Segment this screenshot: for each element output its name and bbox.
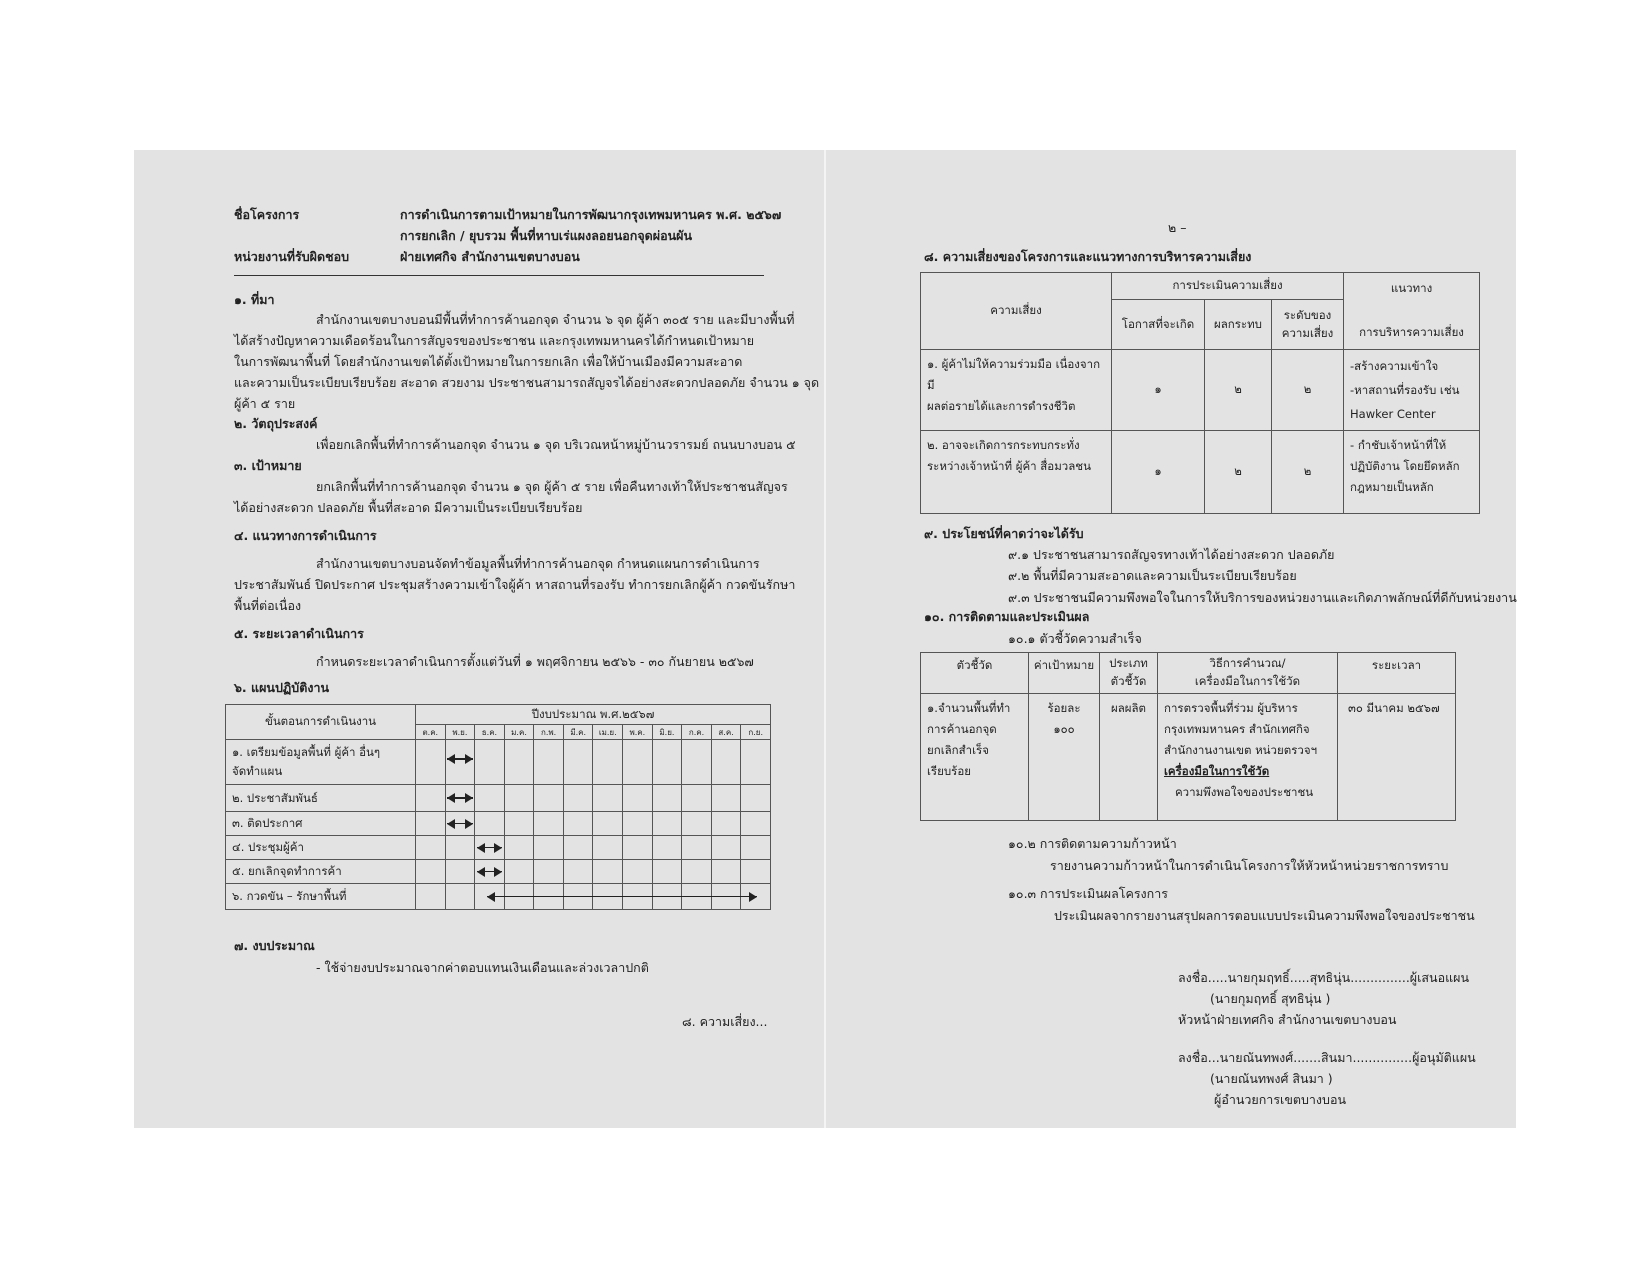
section-2-line: เพื่อยกเลิกพื้นที่ทำการค้านอกจุด จำนวน ๑ จุด บริเวณหน้าหมู่บ้านวรารมย์ ถนนบางบอน ๕ — [316, 437, 796, 452]
approver-signature: ลงชื่อ...นายณันทพงศ์.......สินมา...............ผู้อนุมัติแผน — [1178, 1050, 1476, 1065]
section-3-line: ยกเลิกพื้นที่ทำการค้านอกจุด จำนวน ๑ จุด ผู้ค้า ๕ ราย เพื่อคืนทางเท้าให้ประชาชนสัญจร — [316, 479, 788, 494]
month-header: ต.ค. — [416, 725, 446, 740]
plan-step-label: ๒. ประชาสัมพันธ์ — [232, 790, 318, 805]
section-6-title: ๖. แผนปฏิบัติงาน — [234, 680, 330, 695]
plan-step-label: ๑. เตรียมข้อมูลพื้นที่ ผู้ค้า อื่นๆ — [232, 745, 381, 759]
plan-step-row — [226, 812, 771, 836]
kpi-type-header-line1: ประเภท — [1109, 656, 1148, 670]
section-3-title: ๓. เป้าหมาย — [234, 458, 302, 473]
section-4-title: ๔. แนวทางการดำเนินการ — [234, 528, 377, 543]
section-5-title: ๕. ระยะเวลาดำเนินการ — [234, 626, 364, 641]
plan-step-label: ๖. กวดขัน – รักษาพื้นที่ — [232, 889, 347, 903]
risk-row — [921, 431, 1480, 514]
month-cell — [563, 785, 593, 812]
arrow-head-left — [487, 892, 495, 902]
risk-impact-value: ๒ — [1205, 431, 1272, 514]
kpi-period-cell — [1338, 694, 1456, 821]
plan-step-cell — [226, 836, 416, 860]
kpi-method-header — [1158, 653, 1338, 694]
risk-impact-value: ๒ — [1205, 350, 1272, 431]
section-10-3-line: ประเมินผลจากรายงานสรุปผลการตอบแบบประเมินความพึงพอใจของประชาชน — [1054, 908, 1475, 923]
risk-guide-text: ปฏิบัติงาน โดยยึดหลัก — [1350, 459, 1460, 473]
risk-text: ระหว่างเจ้าหน้าที่ ผู้ค้า สื่อมวลชน — [927, 459, 1091, 473]
plan-step-label: จัดทำแผน — [232, 764, 283, 778]
kpi-table — [920, 652, 1456, 821]
proposer-name: (นายกุมฤทธิ์ สุทธินุ่น ) — [1210, 991, 1331, 1006]
risk-level-value: ๒ — [1272, 350, 1344, 431]
risk-text: ๒. อาจจะเกิดการกระทบกระทั่ง — [927, 438, 1080, 452]
month-header: ม.ค. — [504, 725, 534, 740]
month-cell — [504, 860, 534, 884]
month-cell — [416, 836, 446, 860]
arrow-head-left — [447, 793, 455, 803]
risk-guide-header — [1344, 273, 1480, 350]
kpi-type-header-line2: ตัวชี้วัด — [1110, 674, 1147, 688]
month-cell — [416, 884, 446, 910]
month-cell — [741, 740, 771, 785]
arrow-head-right — [465, 754, 473, 764]
risk-level-header — [1272, 300, 1344, 350]
risk-cell — [921, 350, 1112, 431]
plan-step-cell — [226, 884, 416, 910]
action-plan-table — [225, 704, 771, 910]
kpi-method-cell — [1158, 694, 1338, 821]
arrow-head-left — [477, 867, 485, 877]
risk-text: ๑. ผู้ค้าไม่ให้ความร่วมมือ เนื่องจากมี — [927, 357, 1101, 392]
section-7-line: - ใช้จ่ายงบประมาณจากค่าตอบแทนเงินเดือนและล่วงเวลาปกติ — [316, 960, 649, 975]
kpi-target-text: ๑๐๐ — [1053, 722, 1075, 736]
month-cell — [416, 740, 446, 785]
section-1-line: ในการพัฒนาพื้นที่ โดยสำนักงานเขตได้ตั้งเป้าหมายในการยกเลิก เพื่อให้บ้านเมืองมีความสะอาด — [234, 354, 743, 369]
month-cell — [682, 860, 712, 884]
month-cell — [563, 740, 593, 785]
month-cell — [445, 884, 475, 910]
continuation-note: ๘. ความเสี่ยง... — [682, 1014, 768, 1029]
section-9-title: ๙. ประโยชน์ที่คาดว่าจะได้รับ — [924, 526, 1084, 541]
arrow-head-right — [465, 819, 473, 829]
section-1-line: สำนักงานเขตบางบอนมีพื้นที่ทำการค้านอกจุด จำนวน ๖ จุด ผู้ค้า ๓๐๕ ราย และมีบางพื้นที่ — [316, 312, 795, 327]
month-cell — [593, 860, 623, 884]
timeline-arrow — [447, 753, 473, 765]
section-1-line: ผู้ค้า ๕ ราย — [234, 396, 296, 411]
kpi-indicator-text: เรียบร้อย — [927, 764, 971, 778]
risk-guide-text: กฎหมายเป็นหลัก — [1350, 480, 1434, 494]
risk-guide-cell — [1344, 431, 1480, 514]
project-label: ชื่อโครงการ — [234, 207, 300, 222]
plan-step-row — [226, 740, 771, 785]
risk-row — [921, 350, 1480, 431]
section-7-title: ๗. งบประมาณ — [234, 938, 315, 953]
month-cell — [711, 740, 741, 785]
month-cell — [652, 836, 682, 860]
month-cell — [475, 812, 505, 836]
month-header: ธ.ค. — [475, 725, 505, 740]
plan-step-row — [226, 785, 771, 812]
month-cell — [504, 740, 534, 785]
month-header: ก.ย. — [741, 725, 771, 740]
kpi-indicator-cell — [921, 694, 1029, 821]
risk-guide-header-line2: การบริหารความเสี่ยง — [1359, 325, 1464, 339]
month-header: มิ.ย. — [652, 725, 682, 740]
plan-year-header: ปีงบประมาณ พ.ศ.๒๕๖๗ — [416, 705, 771, 725]
month-header: เม.ย. — [593, 725, 623, 740]
kpi-target-cell — [1029, 694, 1100, 821]
month-cell — [534, 785, 564, 812]
month-cell — [593, 785, 623, 812]
timeline-arrow — [477, 842, 503, 854]
kpi-type-cell — [1100, 694, 1158, 821]
risk-chance-value: ๑ — [1112, 350, 1205, 431]
risk-guide-header-line1: แนวทาง — [1390, 281, 1433, 295]
section-10-title: ๑๐. การติดตามและประเมินผล — [924, 609, 1090, 624]
kpi-method-header-line1: วิธีการคำนวณ/ — [1209, 656, 1286, 670]
section-1-line: ได้สร้างปัญหาความเดือดร้อนในการสัญจรของประชาชน และกรุงเทพมหานครได้กำหนดเป้าหมาย — [234, 333, 755, 348]
month-cell — [623, 785, 653, 812]
month-cell — [741, 785, 771, 812]
month-cell — [652, 860, 682, 884]
approver-position: ผู้อำนวยการเขตบางบอน — [1214, 1092, 1347, 1107]
section-4-line: พื้นที่ต่อเนื่อง — [234, 598, 302, 613]
proposer-position: หัวหน้าฝ่ายเทศกิจ สำนักงานเขตบางบอน — [1178, 1012, 1397, 1027]
kpi-row — [921, 694, 1456, 821]
month-cell — [741, 812, 771, 836]
month-cell — [534, 860, 564, 884]
arrow-head-left — [447, 754, 455, 764]
month-cell — [475, 740, 505, 785]
benefit-item: ๙.๒ พื้นที่มีความสะอาดและความเป็นระเบียบเรียบร้อย — [1008, 568, 1297, 583]
section-10-3-title: ๑๐.๓ การประเมินผลโครงการ — [1008, 886, 1168, 901]
month-cell — [741, 836, 771, 860]
arrow-head-left — [477, 843, 485, 853]
risk-level-value: ๒ — [1272, 431, 1344, 514]
kpi-type-text: ผลผลิต — [1110, 701, 1147, 715]
timeline-arrow — [447, 818, 473, 830]
month-header: มี.ค. — [563, 725, 593, 740]
kpi-method-text: กรุงเทพมหานคร สำนักเทศกิจ — [1164, 722, 1310, 736]
risk-assess-header: การประเมินความเสี่ยง — [1112, 273, 1344, 300]
header-rule — [234, 275, 764, 276]
month-cell — [711, 812, 741, 836]
month-cell — [682, 836, 712, 860]
plan-step-label: ๕. ยกเลิกจุดทำการค้า — [232, 864, 342, 878]
kpi-method-text: สำนักงานงานเขต หน่วยตรวจฯ — [1164, 743, 1318, 757]
kpi-period-header: ระยะเวลา — [1338, 653, 1456, 694]
month-cell — [623, 860, 653, 884]
kpi-indicator-text: ยกเลิกสำเร็จ — [927, 743, 989, 757]
section-5-line: กำหนดระยะเวลาดำเนินการตั้งแต่วันที่ ๑ พฤศจิกายน ๒๕๖๖ - ๓๐ กันยายน ๒๕๖๗ — [316, 654, 754, 669]
month-cell — [534, 812, 564, 836]
month-cell — [652, 812, 682, 836]
month-cell — [682, 812, 712, 836]
month-cell — [711, 785, 741, 812]
timeline-arrow — [447, 792, 473, 804]
plan-step-cell — [226, 812, 416, 836]
month-cell — [416, 860, 446, 884]
arrow-head-right — [465, 793, 473, 803]
month-cell — [445, 836, 475, 860]
month-cell — [593, 740, 623, 785]
month-cell — [504, 812, 534, 836]
risk-level-header-line1: ระดับของ — [1283, 307, 1332, 322]
agency-label: หน่วยงานที่รับผิดชอบ — [234, 249, 350, 264]
project-title-line1: การดำเนินการตามเป้าหมายในการพัฒนากรุงเทพมหานคร พ.ศ. ๒๕๖๗ — [400, 207, 782, 222]
month-cell — [682, 785, 712, 812]
section-10-1-title: ๑๐.๑ ตัวชี้วัดความสำเร็จ — [1008, 631, 1142, 646]
kpi-type-header — [1100, 653, 1158, 694]
timeline-arrow-shaft — [487, 896, 758, 898]
kpi-indicator-header: ตัวชี้วัด — [921, 653, 1029, 694]
section-3-line: ได้อย่างสะดวก ปลอดภัย พื้นที่สะอาด มีความเป็นระเบียบเรียบร้อย — [234, 500, 583, 515]
risk-guide-text: Hawker Center — [1350, 407, 1436, 421]
arrow-head-right — [494, 843, 502, 853]
agency-value: ฝ่ายเทศกิจ สำนักงานเขตบางบอน — [400, 249, 580, 264]
section-4-line: ประชาสัมพันธ์ ปิดประกาศ ประชุมสร้างความเข้าใจผู้ค้า หาสถานที่รองรับ ทำการยกเลิกผู้ค้า กวดขันรักษา — [234, 577, 796, 592]
month-cell — [623, 836, 653, 860]
benefit-item: ๙.๓ ประชาชนมีความพึงพอใจในการให้บริการของหน่วยงานและเกิดภาพลักษณ์ที่ดีกับหน่วยงาน — [1008, 590, 1517, 605]
approver-name: (นายณันทพงศ์ สินมา ) — [1210, 1071, 1333, 1086]
kpi-tool-title: เครื่องมือในการใช้วัด — [1164, 764, 1270, 778]
month-cell — [563, 836, 593, 860]
month-cell — [623, 812, 653, 836]
month-cell — [534, 740, 564, 785]
month-cell — [534, 836, 564, 860]
month-header: ส.ค. — [711, 725, 741, 740]
plan-step-header: ขั้นตอนการดำเนินงาน — [226, 705, 416, 740]
month-cell — [711, 860, 741, 884]
month-cell — [593, 836, 623, 860]
section-10-2-line: รายงานความก้าวหน้าในการดำเนินโครงการให้หัวหน้าหน่วยราชการทราบ — [1050, 858, 1449, 873]
risk-cell — [921, 431, 1112, 514]
kpi-tool-value: ความพึงพอใจของประชาชน — [1174, 785, 1314, 799]
month-cell — [741, 860, 771, 884]
plan-step-cell — [226, 860, 416, 884]
plan-step-label: ๓. ติดประกาศ — [232, 816, 303, 830]
risk-impact-header: ผลกระทบ — [1205, 300, 1272, 350]
kpi-indicator-text: ๑.จำนวนพื้นที่ทำ — [927, 701, 1011, 715]
risk-guide-cell — [1344, 350, 1480, 431]
kpi-method-header-line2: เครื่องมือในการใช้วัด — [1194, 674, 1301, 688]
risk-guide-text: -สร้างความเข้าใจ — [1350, 359, 1439, 373]
kpi-method-text: การตรวจพื้นที่ร่วม ผู้บริหาร — [1164, 701, 1298, 715]
month-cell — [445, 860, 475, 884]
risk-guide-text: -หาสถานที่รองรับ เช่น — [1350, 383, 1460, 397]
section-1-title: ๑. ที่มา — [234, 292, 275, 307]
month-header: พ.ค. — [623, 725, 653, 740]
kpi-period-text: ๓๐ มีนาคม ๒๕๖๗ — [1348, 701, 1440, 715]
arrow-head-right — [494, 867, 502, 877]
kpi-indicator-text: การค้านอกจุด — [927, 722, 997, 736]
month-cell — [475, 785, 505, 812]
arrow-head-left — [447, 819, 455, 829]
month-cell — [504, 785, 534, 812]
risk-chance-header: โอกาสที่จะเกิด — [1112, 300, 1205, 350]
month-header: ก.พ. — [534, 725, 564, 740]
month-cell — [593, 812, 623, 836]
arrow-head-right — [749, 892, 757, 902]
proposer-signature: ลงชื่อ.....นายกุมฤทธิ์.....สุทธินุ่น...............ผู้เสนอแผน — [1178, 970, 1470, 985]
month-cell — [563, 860, 593, 884]
month-cell — [711, 836, 741, 860]
risk-chance-value: ๑ — [1112, 431, 1205, 514]
section-8-title: ๘. ความเสี่ยงของโครงการและแนวทางการบริหารความเสี่ยง — [924, 249, 1252, 264]
page-divider — [824, 150, 826, 1128]
risk-table — [920, 272, 1480, 514]
month-header: ก.ค. — [682, 725, 712, 740]
kpi-target-text: ร้อยละ — [1047, 701, 1081, 715]
timeline-arrow — [477, 866, 503, 878]
month-cell — [652, 785, 682, 812]
month-cell — [652, 740, 682, 785]
page-number: ๒ – — [1168, 220, 1187, 235]
kpi-target-header: ค่าเป้าหมาย — [1029, 653, 1100, 694]
month-cell — [416, 812, 446, 836]
risk-text: ผลต่อรายได้และการดำรงชีวิต — [927, 399, 1076, 413]
month-cell — [504, 836, 534, 860]
plan-step-label: ๔. ประชุมผู้ค้า — [232, 840, 304, 854]
plan-step-cell — [226, 785, 416, 812]
section-4-line: สำนักงานเขตบางบอนจัดทำข้อมูลพื้นที่ทำการค้านอกจุด กำหนดแผนการดำเนินการ — [316, 556, 760, 571]
risk-header: ความเสี่ยง — [921, 273, 1112, 350]
risk-guide-text: - กำชับเจ้าหน้าที่ให้ — [1350, 438, 1447, 452]
section-2-title: ๒. วัตถุประสงค์ — [234, 416, 318, 431]
risk-level-header-line2: ความเสี่ยง — [1281, 325, 1334, 340]
month-cell — [682, 740, 712, 785]
benefit-item: ๙.๑ ประชาชนสามารถสัญจรทางเท้าได้อย่างสะดวก ปลอดภัย — [1008, 547, 1335, 562]
section-1-line: และความเป็นระเบียบเรียบร้อย สะอาด สวยงาม ประชาชนสามารถสัญจรได้อย่างสะดวกปลอดภัย จำนวน ๑ จุด — [234, 375, 820, 390]
month-cell — [623, 740, 653, 785]
timeline-arrow — [487, 891, 758, 903]
section-10-2-title: ๑๐.๒ การติดตามความก้าวหน้า — [1008, 836, 1177, 851]
month-header: พ.ย. — [445, 725, 475, 740]
plan-step-cell — [226, 740, 416, 785]
project-title-line2: การยกเลิก / ยุบรวม พื้นที่หาบเร่แผงลอยนอกจุดผ่อนผัน — [400, 228, 693, 243]
month-cell — [416, 785, 446, 812]
month-cell — [563, 812, 593, 836]
